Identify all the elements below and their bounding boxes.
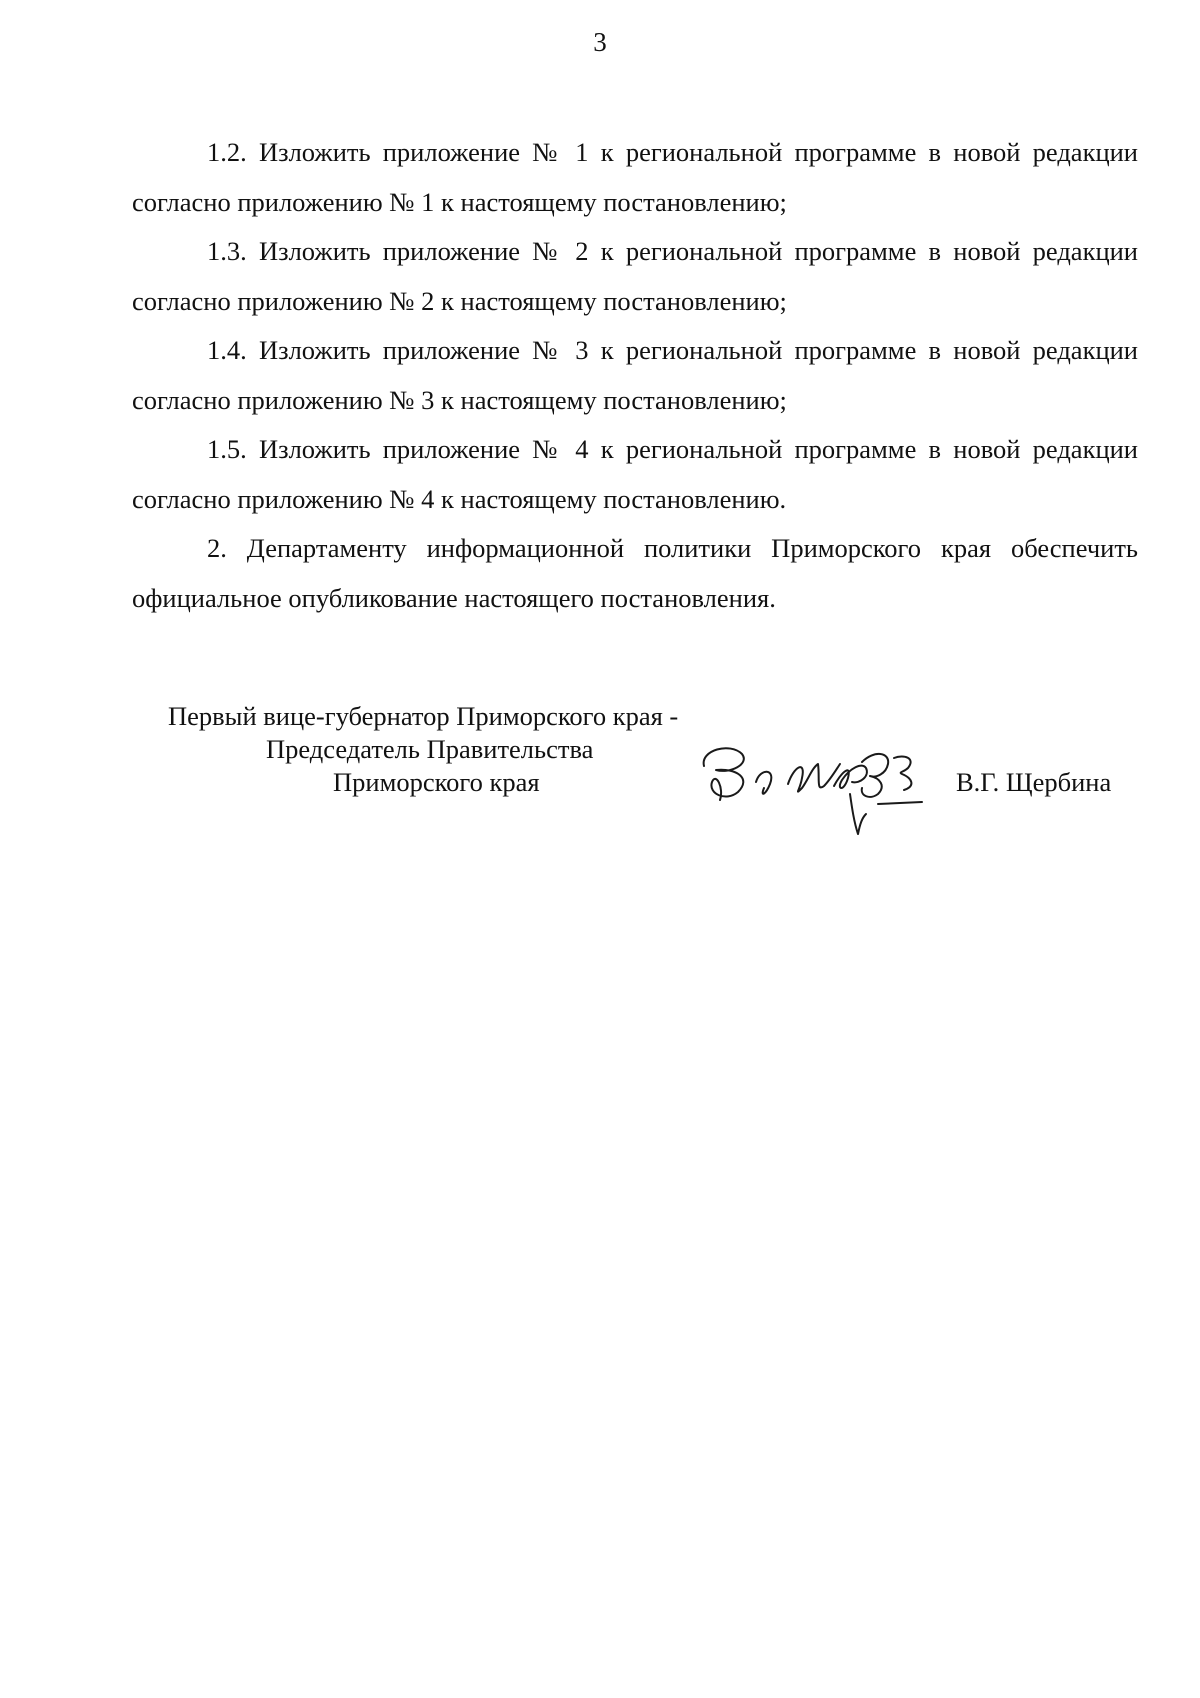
paragraph-1-2: 1.2. Изложить приложение № 1 к региональной программе в новой редакции согласно приложению № 1 к настоящему постановлению; xyxy=(132,137,1138,217)
signer-title-line-2: Председатель Правительства xyxy=(266,734,594,764)
document-body xyxy=(132,128,1138,623)
signer-title-line-1: Первый вице-губернатор Приморского края - xyxy=(168,701,679,731)
signer-name: В.Г. Щербина xyxy=(956,767,1112,797)
handwritten-signature xyxy=(690,738,950,848)
signature-block xyxy=(0,700,1200,840)
paragraph-1-5: 1.5. Изложить приложение № 4 к региональной программе в новой редакции согласно приложению № 4 к настоящему постановлению. xyxy=(132,434,1138,514)
paragraph-1-4: 1.4. Изложить приложение № 3 к региональной программе в новой редакции согласно приложению № 3 к настоящему постановлению; xyxy=(132,335,1138,415)
paragraph-2: 2. Департаменту информационной политики Приморского края обеспечить официальное опубликование настоящего постановления. xyxy=(132,533,1138,613)
signer-title-line-3: Приморского края xyxy=(333,767,540,797)
paragraph-1-3: 1.3. Изложить приложение № 2 к региональной программе в новой редакции согласно приложению № 2 к настоящему постановлению; xyxy=(132,236,1138,316)
page-number: 3 xyxy=(593,27,607,57)
